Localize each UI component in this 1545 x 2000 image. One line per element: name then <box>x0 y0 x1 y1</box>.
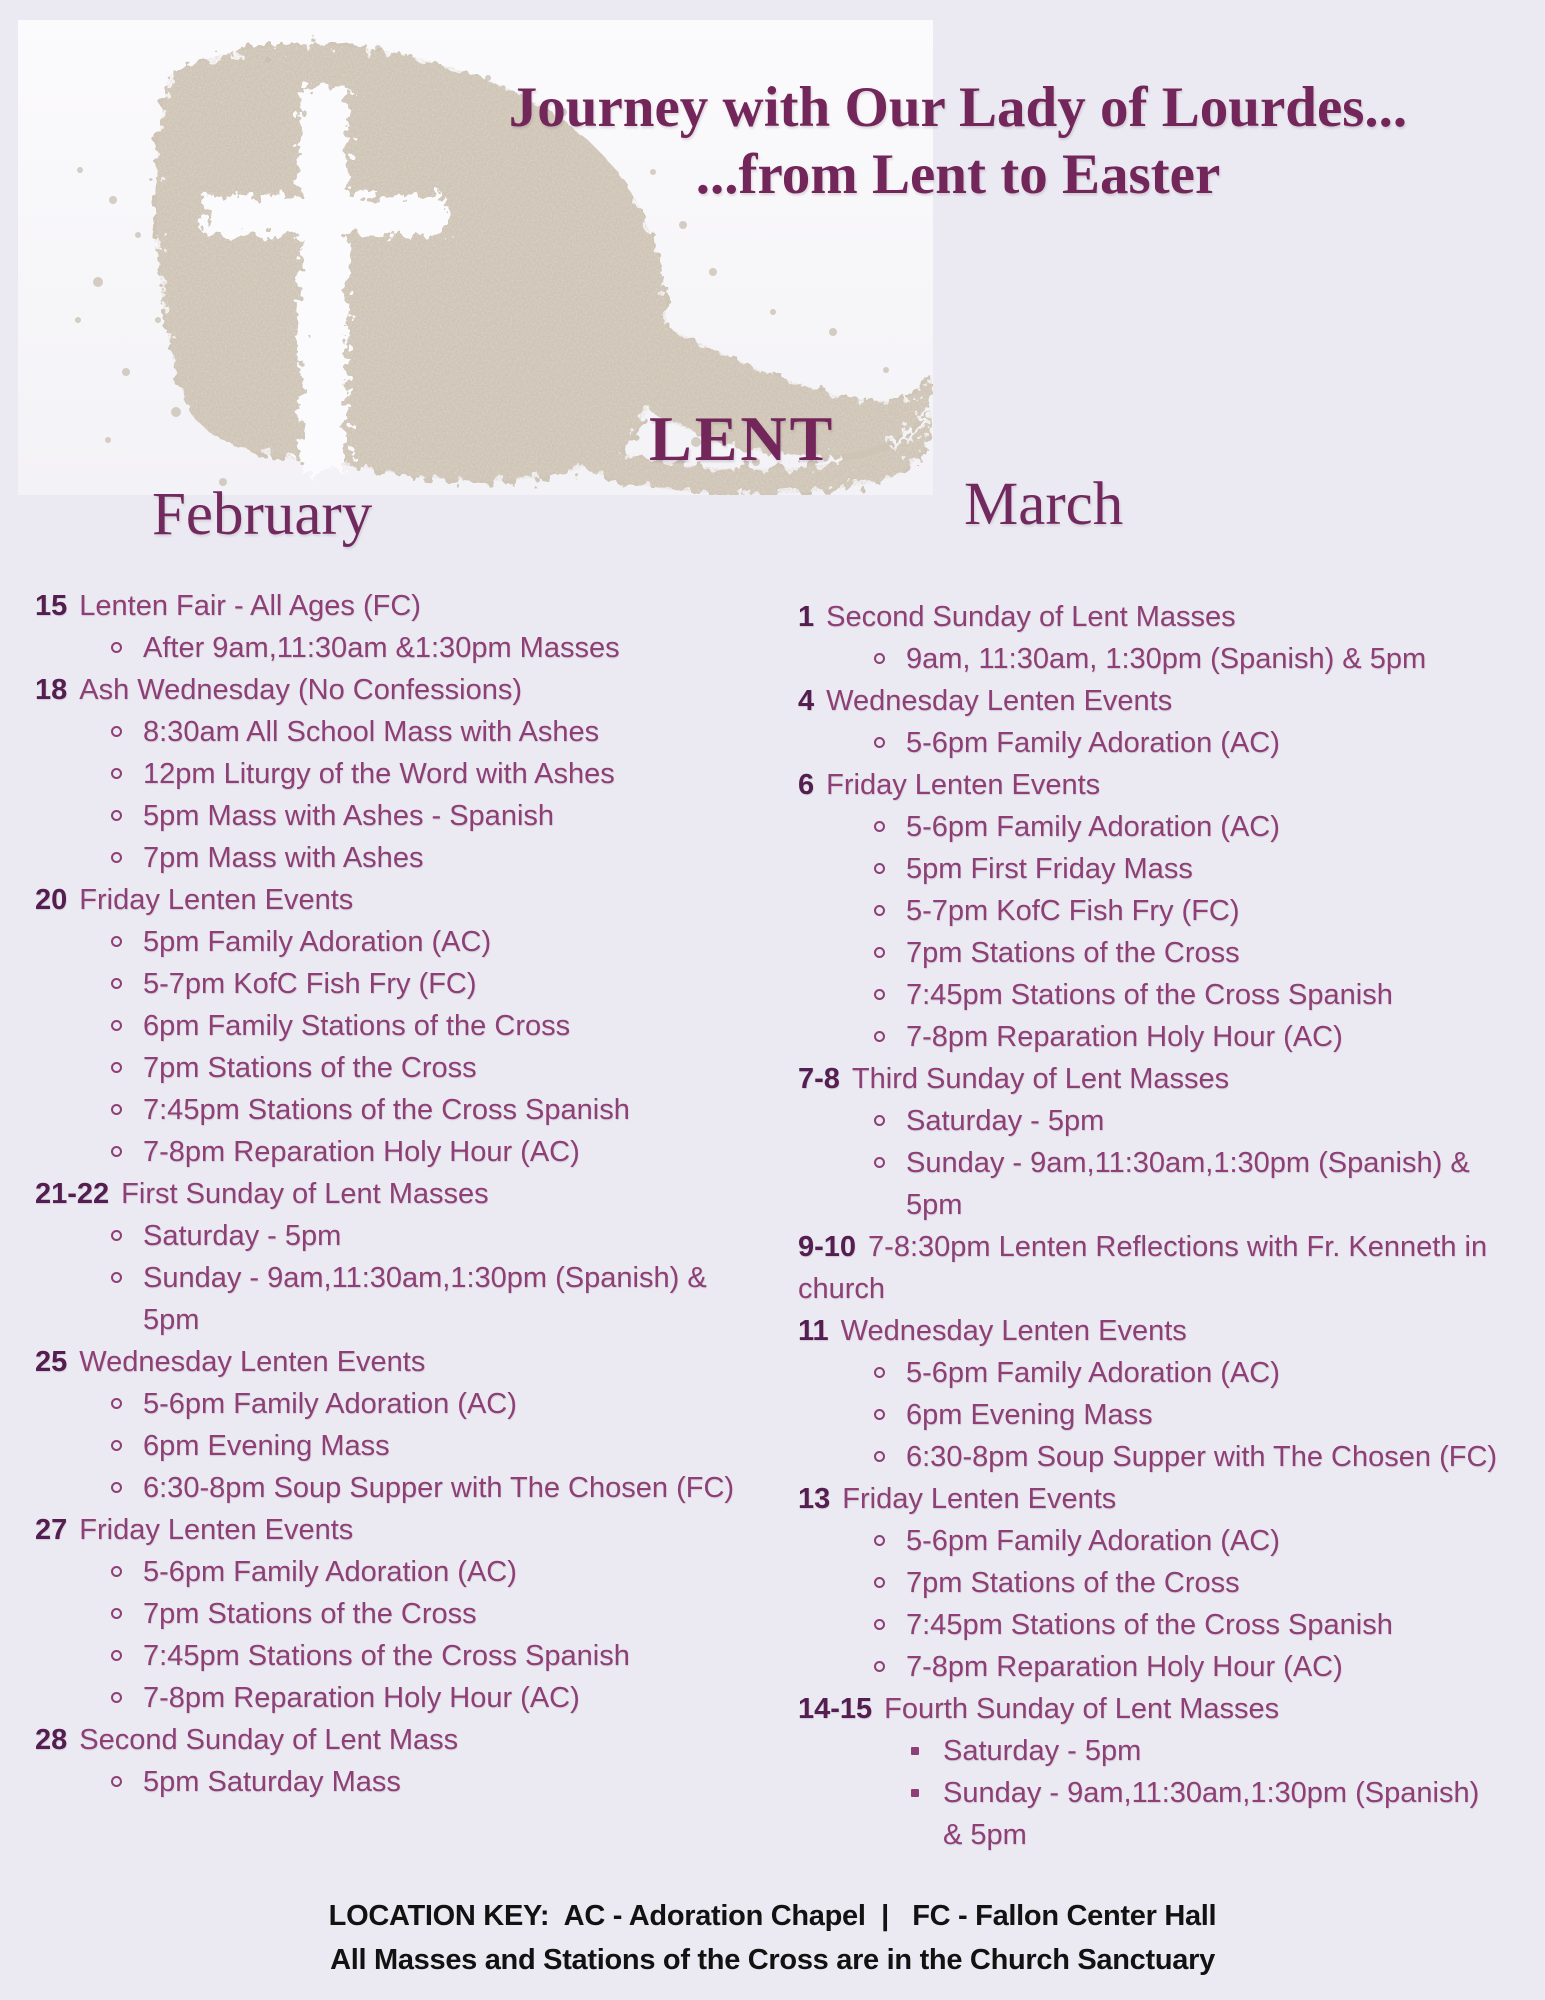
event-day: 1 <box>798 601 815 633</box>
event-sub-item: Saturday - 5pm <box>35 1215 795 1257</box>
event-heading: 9-10 7-8:30pm Lenten Reflections with Fr. Kenneth in church <box>798 1231 1488 1305</box>
event-sub-list <box>35 1551 795 1719</box>
event-day: 7-8 <box>798 1063 840 1095</box>
event-title: Second Sunday of Lent Masses <box>826 601 1236 633</box>
event-sub-item: 7-8pm Reparation Holy Hour (AC) <box>35 1131 795 1173</box>
title-line-2: ...from Lent to Easter <box>695 143 1221 206</box>
event-title: Wednesday Lenten Events <box>840 1315 1187 1347</box>
event-day: 20 <box>35 884 68 916</box>
event-sub-item: 7pm Stations of the Cross <box>798 932 1545 974</box>
event-february-15 <box>35 585 795 669</box>
event-sub-item: 5pm First Friday Mass <box>798 848 1545 890</box>
event-title: Wednesday Lenten Events <box>79 1346 426 1378</box>
event-sub-item: 5-6pm Family Adoration (AC) <box>35 1551 795 1593</box>
event-sub-item: 7pm Mass with Ashes <box>35 837 795 879</box>
event-heading <box>798 1688 1545 1730</box>
event-title: Fourth Sunday of Lent Masses <box>884 1693 1280 1725</box>
event-march-9-10 <box>798 1226 1545 1310</box>
event-title: Friday Lenten Events <box>842 1483 1117 1515</box>
event-heading <box>35 1341 795 1383</box>
event-heading <box>798 680 1545 722</box>
event-march-13 <box>798 1478 1545 1688</box>
event-title: 7-8:30pm Lenten Reflections with Fr. Kenneth in <box>868 1231 1488 1263</box>
event-sub-item: 7-8pm Reparation Holy Hour (AC) <box>798 1646 1545 1688</box>
event-heading <box>798 596 1545 638</box>
event-sub-item: Saturday - 5pm <box>798 1100 1545 1142</box>
event-title: Friday Lenten Events <box>79 1514 354 1546</box>
event-sub-item: 5pm Mass with Ashes - Spanish <box>35 795 795 837</box>
event-march-7-8 <box>798 1058 1545 1226</box>
event-march-11 <box>798 1310 1545 1478</box>
event-sub-item: 5-6pm Family Adoration (AC) <box>798 722 1545 764</box>
event-march-4 <box>798 680 1545 764</box>
march-events-column <box>798 596 1545 1856</box>
event-sub-item: 5-7pm KofC Fish Fry (FC) <box>35 963 795 1005</box>
event-sub-item: 6pm Evening Mass <box>35 1425 795 1467</box>
event-sub-item: Sunday - 9am,11:30am,1:30pm (Spanish) & 5pm <box>798 1772 1545 1856</box>
event-sub-item: Sunday - 9am,11:30am,1:30pm (Spanish) & 5pm <box>35 1257 795 1341</box>
event-title: Friday Lenten Events <box>79 884 354 916</box>
event-sub-item: 7-8pm Reparation Holy Hour (AC) <box>798 1016 1545 1058</box>
event-sub-item: 5-6pm Family Adoration (AC) <box>798 806 1545 848</box>
event-title: Lenten Fair - All Ages (FC) <box>79 590 421 622</box>
event-sub-list <box>798 722 1545 764</box>
event-heading <box>35 669 795 711</box>
event-day: 27 <box>35 1514 68 1546</box>
event-march-6 <box>798 764 1545 1058</box>
event-day: 28 <box>35 1724 68 1756</box>
event-sub-list <box>798 1100 1545 1226</box>
event-heading <box>798 1310 1545 1352</box>
event-sub-list <box>798 806 1545 1058</box>
event-title: Ash Wednesday (No Confessions) <box>79 674 522 706</box>
event-day: 11 <box>798 1315 829 1347</box>
page-title <box>370 74 1545 208</box>
event-sub-list <box>35 711 795 879</box>
event-day: 25 <box>35 1346 68 1378</box>
event-sub-item: Sunday - 9am,11:30am,1:30pm (Spanish) & 5pm <box>798 1142 1545 1226</box>
event-sub-item: After 9am,11:30am &1:30pm Masses <box>35 627 795 669</box>
event-title: Third Sunday of Lent Masses <box>851 1063 1230 1095</box>
event-march-14-15 <box>798 1688 1545 1856</box>
event-sub-list <box>798 638 1545 680</box>
event-sub-item: 12pm Liturgy of the Word with Ashes <box>35 753 795 795</box>
event-heading <box>798 1478 1545 1520</box>
title-line-1: Journey with Our Lady of Lourdes... <box>508 76 1408 139</box>
event-february-20 <box>35 879 795 1173</box>
event-sub-item: 7:45pm Stations of the Cross Spanish <box>35 1635 795 1677</box>
event-sub-item: 5-6pm Family Adoration (AC) <box>798 1352 1545 1394</box>
event-day: 13 <box>798 1483 831 1515</box>
month-heading-march: March <box>964 471 1124 538</box>
event-day: 6 <box>798 769 815 801</box>
event-sub-list <box>35 1215 795 1341</box>
event-sub-item: 7:45pm Stations of the Cross Spanish <box>798 974 1545 1016</box>
february-events-column <box>35 585 795 1803</box>
event-february-28 <box>35 1719 795 1803</box>
event-february-27 <box>35 1509 795 1719</box>
event-sub-item: 8:30am All School Mass with Ashes <box>35 711 795 753</box>
event-title: Wednesday Lenten Events <box>826 685 1173 717</box>
event-sub-item: 6:30-8pm Soup Supper with The Chosen (FC) <box>35 1467 795 1509</box>
event-sub-item: 6pm Family Stations of the Cross <box>35 1005 795 1047</box>
event-heading <box>35 1719 795 1761</box>
event-sub-list <box>35 921 795 1173</box>
event-day: 15 <box>35 590 68 622</box>
event-february-25 <box>35 1341 795 1509</box>
section-heading-lent: LENT <box>649 403 836 474</box>
event-sub-item: 7pm Stations of the Cross <box>35 1593 795 1635</box>
event-day: 21-22 <box>35 1178 110 1210</box>
event-heading <box>798 1058 1545 1100</box>
event-day: 4 <box>798 685 815 717</box>
event-february-18 <box>35 669 795 879</box>
event-heading <box>35 1173 795 1215</box>
event-sub-item: 7pm Stations of the Cross <box>798 1562 1545 1604</box>
event-sub-list <box>798 1520 1545 1688</box>
event-title: First Sunday of Lent Masses <box>121 1178 489 1210</box>
event-heading <box>35 1509 795 1551</box>
event-sub-item: 6pm Evening Mass <box>798 1394 1545 1436</box>
event-day: 14-15 <box>798 1693 873 1725</box>
event-sub-item: 5-6pm Family Adoration (AC) <box>798 1520 1545 1562</box>
footer-line-1: LOCATION KEY: AC - Adoration Chapel | FC - Fallon Center Hall <box>328 1900 1217 1932</box>
event-february-21-22 <box>35 1173 795 1341</box>
event-march-1 <box>798 596 1545 680</box>
event-day: 18 <box>35 674 68 706</box>
event-sub-item: 7pm Stations of the Cross <box>35 1047 795 1089</box>
event-sub-item: 5-6pm Family Adoration (AC) <box>35 1383 795 1425</box>
location-key-footer <box>0 1894 1545 1982</box>
event-heading <box>35 585 795 627</box>
event-sub-list <box>35 1383 795 1509</box>
event-sub-item: 9am, 11:30am, 1:30pm (Spanish) & 5pm <box>798 638 1545 680</box>
footer-line-2: All Masses and Stations of the Cross are in the Church Sanctuary <box>330 1944 1215 1976</box>
event-heading <box>798 764 1545 806</box>
event-heading <box>35 879 795 921</box>
event-sub-item: 7:45pm Stations of the Cross Spanish <box>798 1604 1545 1646</box>
event-sub-list <box>798 1730 1545 1856</box>
event-sub-item: 7:45pm Stations of the Cross Spanish <box>35 1089 795 1131</box>
event-sub-list <box>798 1352 1545 1478</box>
event-sub-item: 5-7pm KofC Fish Fry (FC) <box>798 890 1545 932</box>
event-sub-list <box>35 1761 795 1803</box>
event-sub-list <box>35 627 795 669</box>
event-title: Friday Lenten Events <box>826 769 1101 801</box>
event-sub-item: 7-8pm Reparation Holy Hour (AC) <box>35 1677 795 1719</box>
event-day: 9-10 <box>798 1231 857 1263</box>
event-title: Second Sunday of Lent Mass <box>79 1724 459 1756</box>
event-sub-item: 5pm Saturday Mass <box>35 1761 795 1803</box>
event-sub-item: 6:30-8pm Soup Supper with The Chosen (FC) <box>798 1436 1545 1478</box>
event-sub-item: 5pm Family Adoration (AC) <box>35 921 795 963</box>
event-sub-item: Saturday - 5pm <box>798 1730 1545 1772</box>
month-heading-february: February <box>152 481 373 548</box>
